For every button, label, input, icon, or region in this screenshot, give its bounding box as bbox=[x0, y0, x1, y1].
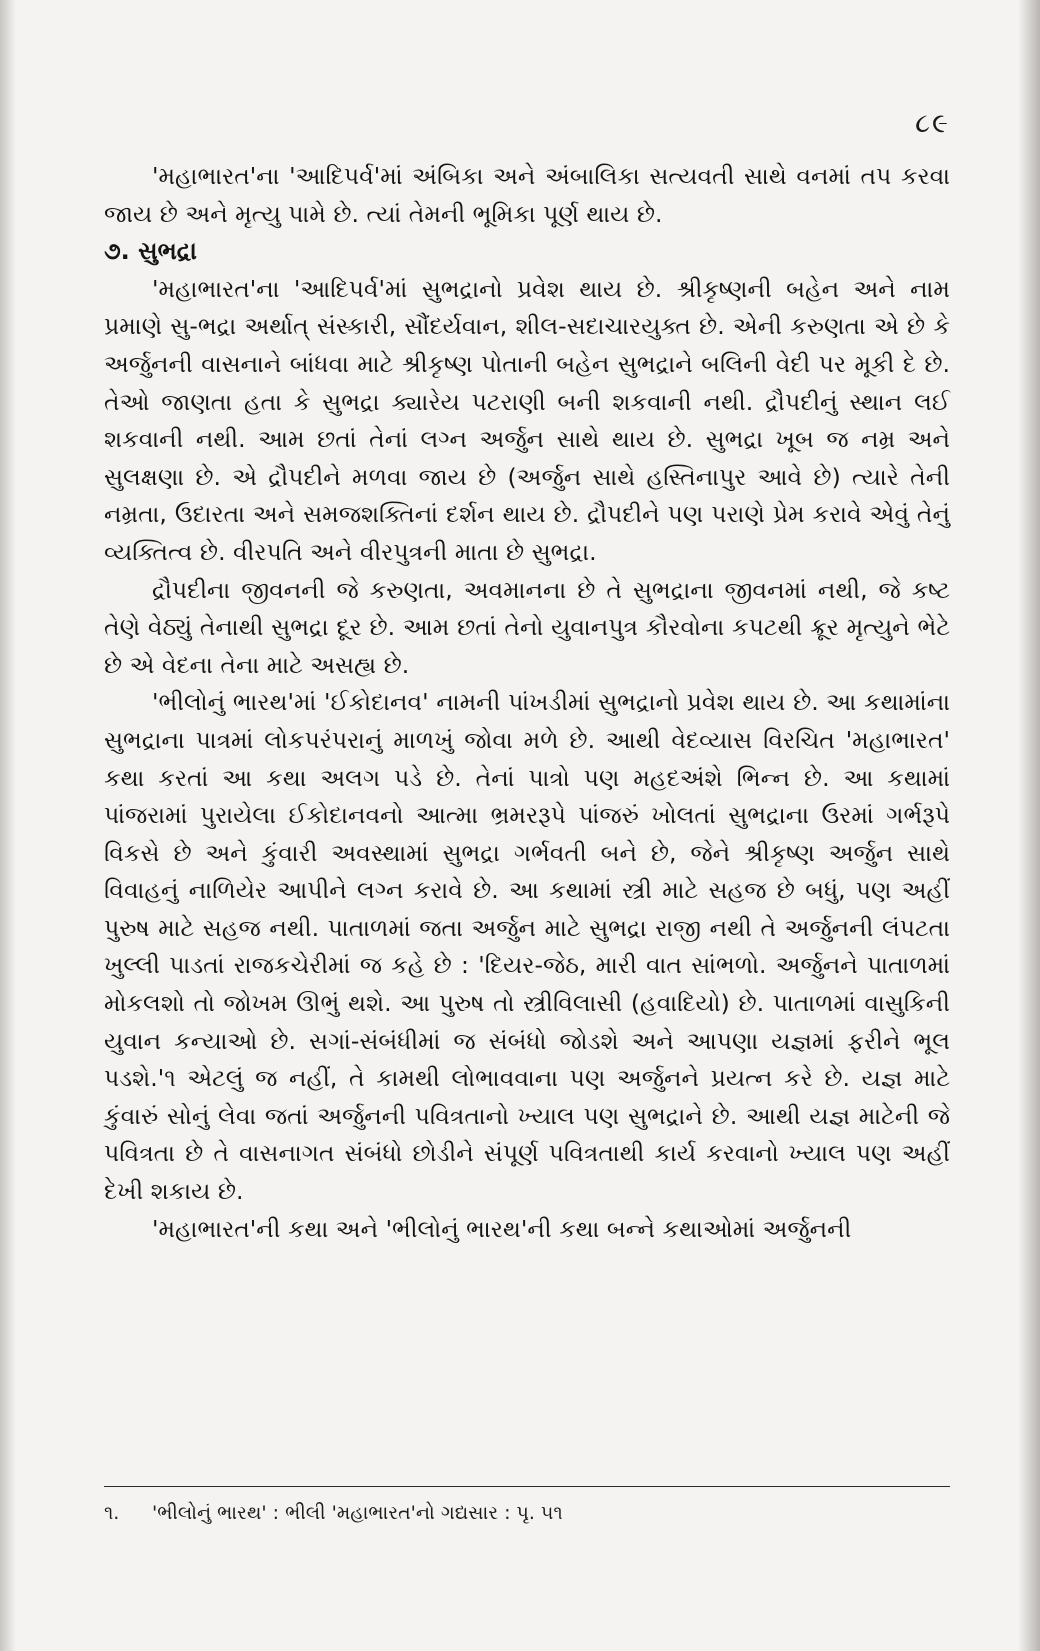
paragraph-2: 'મહાભારત'ના 'આદિપર્વ'માં સુભદ્રાનો પ્રવેશ થાય છે. શ્રીકૃષ્ણની બહેન અને નામ પ્રમાણે સુ-ભદ્રા અર્થાત્ સંસ્કારી, સૌંદર્યવાન, શીલ-સદાચારયુક્ત છે. એની કરુણતા એ છે કે અર્જુનની વાસનાને બાંધવા માટે શ્રીકૃષ્ણ પોતાની બહેન સુભદ્રાને બલિની વેદી પર મૂકી દે છે. તેઓ જાણતા હતા કે સુભદ્રા ક્યારેય પટરાણી બની શકવાની નથી. દ્રૌપદીનું સ્થાન લઈ શકવાની નથી. આમ છતાં તેનાં લગ્ન અર્જુન સાથે થાય છે. સુભદ્રા ખૂબ જ નમ્ર અને સુલક્ષણા છે. એ દ્રૌપદીને મળવા જાય છે (અર્જુન સાથે હસ્તિનાપુર આવે છે) ત્યારે તેની નમ્રતા, ઉદારતા અને સમજશક્તિનાં દર્શન થાય છે. દ્રૌપદીને પણ પરાણે પ્રેમ કરાવે એવું તેનું વ્યક્તિત્વ છે. વીરપતિ અને વીરપુત્રની માતા છે સુભદ્રા. bbox=[104, 274, 950, 566]
paragraph-4: 'ભીલોનું ભારથ'માં 'ઈકોદાનવ' નામની પાંખડીમાં સુભદ્રાનો પ્રવેશ થાય છે. આ કથામાંના સુભદ્રાના પાત્રમાં લોકપરંપરાનું માળખું જોવા મળે છે. આથી વેદવ્યાસ વિરચિત 'મહાભારત' કથા કરતાં આ કથા અલગ પડે છે. તેનાં પાત્રો પણ મહદઅંશે ભિન્ન છે. આ કથામાં પાંજરામાં પુરાયેલા ઈકોદાનવનો આત્મા ભ્રમરરૂપે પાંજરું ખોલતાં સુભદ્રાના ઉરમાં ગર્ભરૂપે વિકસે છે અને કુંવારી અવસ્થામાં સુભદ્રા ગર્ભવતી બને છે, જેને શ્રીકૃષ્ણ અર્જુન સાથે વિવાહનું નાળિયેર આપીને લગ્ન કરાવે છે. આ કથામાં સ્ત્રી માટે સહજ છે બધું, પણ અહીં પુરુષ માટે સહજ નથી. પાતાળમાં જતા અર્જુન માટે સુભદ્રા રાજી નથી તે અર્જુનની લંપટતા ખુલ્લી પાડતાં રાજકચેરીમાં જ કહે છે : 'દિયર-જેઠ, મારી વાત સાંભળો. અર્જુનને પાતાળમાં મોકલશો તો જોખમ ઊભું થશે. આ પુરુષ તો સ્ત્રીવિલાસી (હવાદિયો) છે. પાતાળમાં વાસુકિની યુવાન કન્યાઓ છે. સગાં-સંબંધીમાં જ સંબંધો જોડશે અને આપણા યજ્ઞમાં ફરીને ભૂલ પડશે.'૧ એટલું જ નહીં, તે કામથી લોભાવવાના પણ અર્જુનને પ્રયત્ન કરે છે. યજ્ઞ માટે કુંવારું સોનું લેવા જતાં અર્જુનની પવિત્રતાનો ખ્યાલ પણ સુભદ્રાને છે. આથી યજ્ઞ માટેની જે પવિત્રતા છે તે વાસનાગત સંબંધો છોડીને સંપૂર્ણ પવિત્રતાથી કાર્ય કરવાનો ખ્યાલ પણ અહીં દેખી શકાય છે. bbox=[104, 688, 950, 1206]
page-number: ૮૯ bbox=[915, 108, 950, 139]
footnote-number: ૧. bbox=[104, 1502, 120, 1524]
page-shadow-right bbox=[1018, 0, 1040, 1651]
footnote-text: 'ભીલોનું ભારથ' : ભીલી 'મહાભારત'નો ગદ્યસાર : પૃ. ૫૧ bbox=[152, 1502, 563, 1524]
paragraph-3: દ્રૌપદીના જીવનની જે કરુણતા, અવમાનના છે તે સુભદ્રાના જીવનમાં નથી, જે કષ્ટ તેણે વેઠ્યું તેનાથી સુભદ્રા દૂર છે. આમ છતાં તેનો યુવાનપુત્ર કૌરવોના કપટથી ક્રૂર મૃત્યુને ભેટે છે એ વેદના તેના માટે અસહ્ય છે. bbox=[104, 575, 950, 679]
page-shadow-left bbox=[0, 0, 16, 1651]
paragraph-5: 'મહાભારત'ની કથા અને 'ભીલોનું ભારથ'ની કથા બન્ને કથાઓમાં અર્જુનની bbox=[152, 1214, 852, 1243]
footnote-divider bbox=[104, 1486, 950, 1487]
body-text bbox=[104, 158, 950, 1248]
section-heading: ૭. સુભદ્રા bbox=[104, 237, 197, 266]
footnote bbox=[104, 1498, 950, 1528]
paragraph-1: 'મહાભારત'ના 'આદિપર્વ'માં અંબિકા અને અંબાલિકા સત્યવતી સાથે વનમાં તપ કરવા જાય છે અને મૃત્યુ પામે છે. ત્યાં તેમની ભૂમિકા પૂર્ણ થાય છે. bbox=[104, 162, 950, 228]
